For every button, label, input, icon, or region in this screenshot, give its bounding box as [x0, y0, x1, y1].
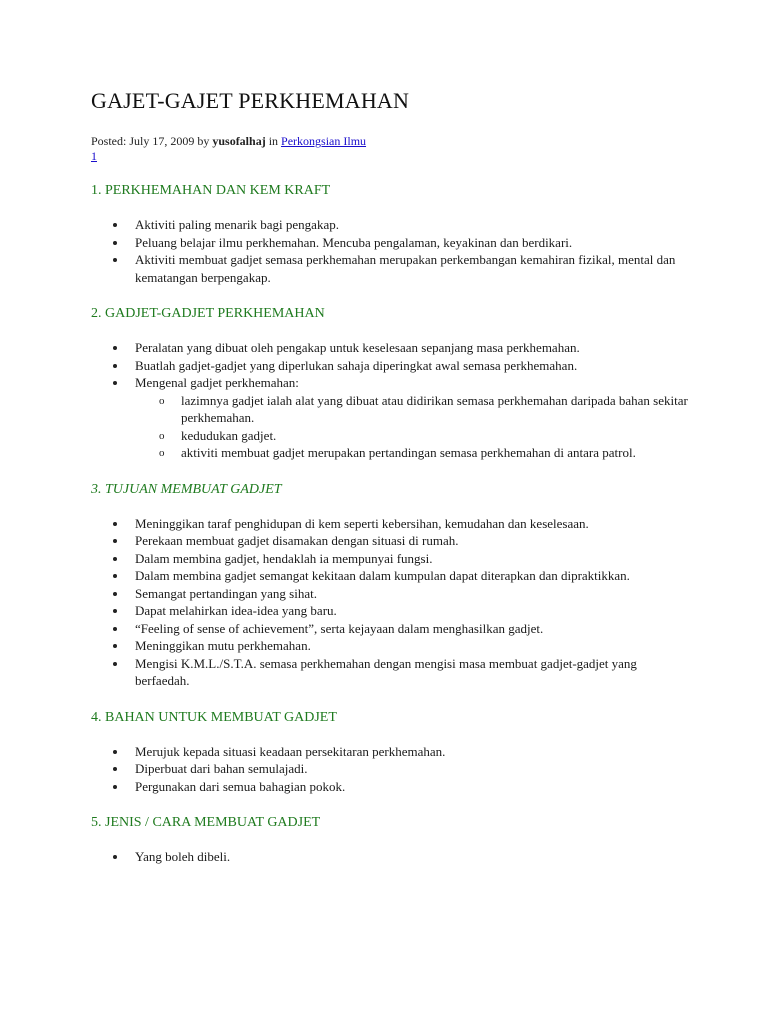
list-item: [91, 637, 691, 655]
list-item: [91, 532, 691, 550]
bullet-icon: [113, 750, 117, 754]
circle-bullet-icon: o: [159, 429, 165, 442]
bullet-icon: [113, 346, 117, 350]
list-item-text: Perekaan membuat gadjet disamakan dengan situasi di rumah.: [135, 533, 459, 548]
bullet-icon: [113, 557, 117, 561]
bullet-icon: [113, 258, 117, 262]
sub-list-item-text: aktiviti membuat gadjet merupakan pertandingan semasa perkhemahan di antara patrol.: [181, 445, 636, 460]
list-item: [91, 743, 691, 761]
sub-list-item: [135, 427, 691, 445]
sub-list-item: [135, 444, 691, 462]
list-item-text: Peluang belajar ilmu perkhemahan. Mencuba pengalaman, keyakinan dan berdikari.: [135, 234, 573, 250]
list-item: [91, 848, 691, 866]
circle-bullet-icon: o: [159, 394, 165, 407]
bullet-icon: [113, 223, 117, 227]
list-item-text: Semangat pertandingan yang sihat.: [135, 585, 317, 601]
bullet-list: [91, 339, 691, 462]
list-item-text: Aktiviti membuat gadjet semasa perkhemahan merupakan perkembangan kemahiran fizikal, mental dan kematangan berpengakap.: [135, 252, 676, 285]
category-link[interactable]: Perkongsian Ilmu: [281, 134, 367, 148]
list-item: [91, 515, 691, 533]
bullet-icon: [113, 241, 117, 245]
sub-list-item-text: kedudukan gadjet.: [181, 427, 277, 443]
list-item-text: Buatlah gadjet-gadjet yang diperlukan sahaja diperingkat awal semasa perkhemahan.: [135, 357, 578, 373]
bullet-icon: [113, 767, 117, 771]
list-item: [91, 655, 691, 690]
list-item: [91, 550, 691, 568]
list-item: [91, 357, 691, 375]
bullet-icon: [113, 627, 117, 631]
list-item: [91, 778, 691, 796]
list-item-text: “Feeling of sense of achievement”, serta kejayaan dalam menghasilkan gadjet.: [135, 620, 544, 636]
document-page: [91, 88, 691, 866]
list-item-text: Meninggikan taraf penghidupan di kem seperti kebersihan, kemudahan dan keselesaan.: [135, 515, 589, 531]
list-item-text: Dapat melahirkan idea-idea yang baru.: [135, 603, 337, 618]
bullet-icon: [113, 644, 117, 648]
bullet-icon: [113, 381, 117, 385]
list-item: [91, 234, 691, 252]
section-1: [91, 182, 691, 286]
sub-list-item-text: lazimnya gadjet ialah alat yang dibuat atau didirikan semasa perkhemahan daripada bahan sekitar perkhemahan.: [181, 392, 688, 425]
comments-link[interactable]: 1: [91, 149, 97, 163]
section-heading: 3. TUJUAN MEMBUAT GADJET: [91, 481, 282, 497]
sub-list: [135, 392, 691, 462]
bullet-icon: [113, 574, 117, 578]
bullet-icon: [113, 785, 117, 789]
list-item-text: Dalam membina gadjet semangat kekitaan dalam kumpulan dapat diterapkan dan dipraktikkan.: [135, 568, 630, 583]
section-heading: 4. BAHAN UNTUK MEMBUAT GADJET: [91, 709, 337, 725]
page-title: GAJET-GAJET PERKHEMAHAN: [91, 88, 410, 113]
section-2: [91, 305, 691, 462]
circle-bullet-icon: o: [159, 447, 165, 459]
list-item: [91, 216, 691, 234]
list-item: [91, 567, 691, 585]
list-item: [91, 585, 691, 603]
list-item-text: Mengisi K.M.L./S.T.A. semasa perkhemahan dengan mengisi masa membuat gadjet-gadjet yang berfaedah.: [135, 655, 637, 688]
bullet-icon: [113, 662, 117, 666]
sub-list-item: [135, 392, 691, 427]
list-item-text: Meninggikan mutu perkhemahan.: [135, 638, 311, 653]
list-item: [91, 374, 691, 462]
list-item-text: Merujuk kepada situasi keadaan persekitaran perkhemahan.: [135, 743, 446, 759]
list-item-text: Mengenal gadjet perkhemahan:: [135, 375, 299, 390]
section-heading: 1. PERKHEMAHAN DAN KEM KRAFT: [91, 183, 331, 198]
list-item-text: Pergunakan dari semua bahagian pokok.: [135, 778, 346, 794]
section-5: [91, 814, 691, 866]
bullet-icon: [113, 522, 117, 526]
bullet-list: [91, 216, 691, 286]
list-item-text: Diperbuat dari bahan semulajadi.: [135, 761, 308, 776]
in-text: in: [265, 134, 282, 148]
list-item: [91, 620, 691, 638]
section-heading: 5. JENIS / CARA MEMBUAT GADJET: [91, 815, 321, 830]
bullet-icon: [113, 539, 117, 543]
list-item: [91, 602, 691, 620]
bullet-list: [91, 848, 691, 866]
list-item-text: Yang boleh dibeli.: [135, 849, 231, 864]
list-item-text: Dalam membina gadjet, hendaklah ia mempunyai fungsi.: [135, 550, 433, 566]
posted-date: Posted: July 17, 2009 by: [91, 134, 213, 148]
section-4: [91, 709, 691, 796]
list-item-text: Aktiviti paling menarik bagi pengakap.: [135, 217, 339, 232]
bullet-icon: [113, 609, 117, 613]
bullet-icon: [113, 592, 117, 596]
bullet-icon: [113, 855, 117, 859]
bullet-list: [91, 515, 691, 690]
bullet-icon: [113, 364, 117, 368]
list-item: [91, 760, 691, 778]
list-item-text: Peralatan yang dibuat oleh pengakap untuk keselesaan sepanjang masa perkhemahan.: [135, 340, 580, 355]
post-meta: [91, 134, 691, 164]
list-item: [91, 251, 691, 286]
list-item: [91, 339, 691, 357]
section-3: [91, 481, 691, 690]
bullet-list: [91, 743, 691, 796]
section-heading: 2. GADJET-GADJET PERKHEMAHAN: [91, 306, 325, 321]
author-name: yusofalhaj: [212, 134, 266, 148]
